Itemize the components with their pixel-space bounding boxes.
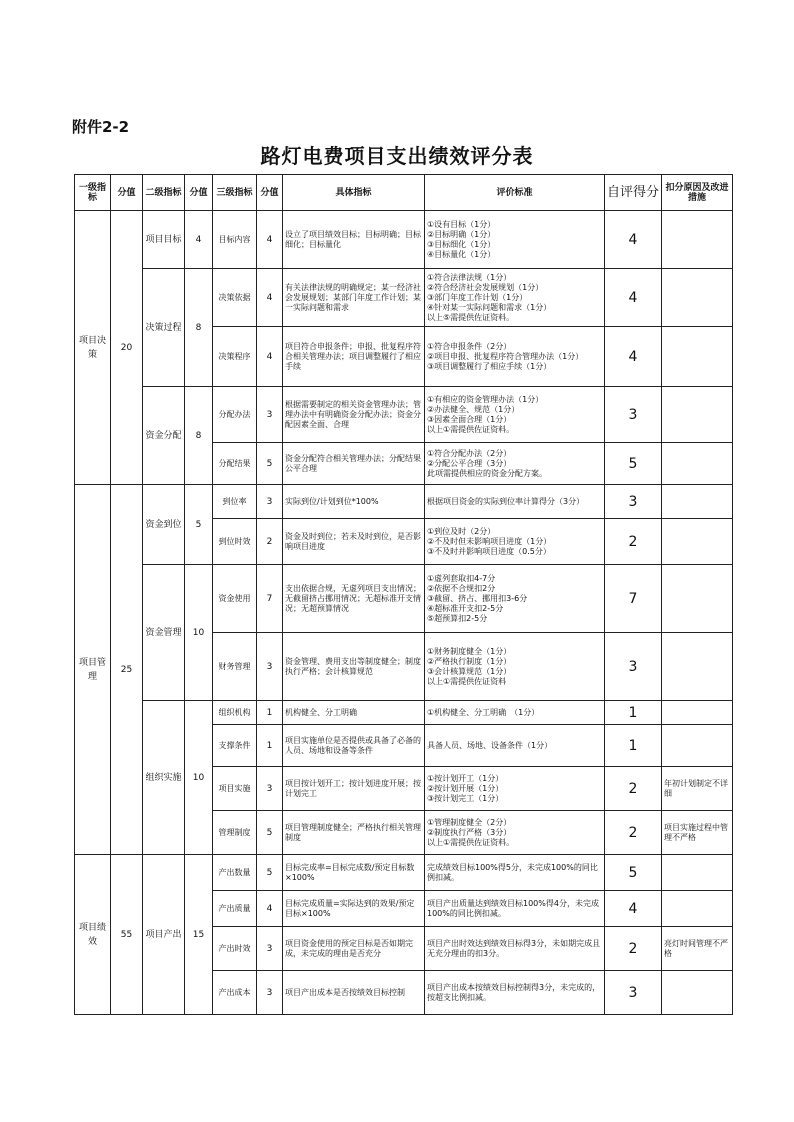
level3-name: 产出质量 bbox=[213, 891, 257, 927]
header-criteria: 评价标准 bbox=[425, 175, 605, 211]
evaluation-table bbox=[74, 174, 733, 1015]
level3-name: 到位时效 bbox=[213, 519, 257, 565]
header-reason: 扣分原因及改进措施 bbox=[662, 175, 733, 211]
indicator: 项目管理制度健全；严格执行相关管理制度 bbox=[283, 811, 425, 855]
level3-name: 目标内容 bbox=[213, 211, 257, 269]
deduction-reason bbox=[662, 211, 733, 269]
self-score: 2 bbox=[605, 927, 662, 971]
deduction-reason bbox=[662, 633, 733, 701]
indicator: 项目实施单位是否提供或具备了必备的人员、场地和设备等条件 bbox=[283, 725, 425, 767]
deduction-reason bbox=[662, 269, 733, 327]
header-score1: 分值 bbox=[111, 175, 143, 211]
self-score: 5 bbox=[605, 443, 662, 485]
level1-score: 20 bbox=[111, 211, 143, 485]
level3-score: 4 bbox=[257, 269, 283, 327]
level3-name: 资金使用 bbox=[213, 565, 257, 633]
level2-name: 资金分配 bbox=[143, 387, 185, 485]
level1-name: 项目管理 bbox=[75, 485, 111, 855]
level3-name: 组织机构 bbox=[213, 701, 257, 725]
table-row bbox=[75, 565, 733, 633]
level2-name: 组织实施 bbox=[143, 701, 185, 855]
level3-name: 财务管理 bbox=[213, 633, 257, 701]
self-score: 4 bbox=[605, 211, 662, 269]
level2-name: 项目目标 bbox=[143, 211, 185, 269]
criteria: ①到位及时（2分） ②不及时但未影响项目进度（1分） ③不及时并影响项目进度（0.5分） bbox=[425, 519, 605, 565]
self-score: 3 bbox=[605, 485, 662, 519]
self-score: 3 bbox=[605, 387, 662, 443]
deduction-reason bbox=[662, 327, 733, 387]
table-row bbox=[75, 701, 733, 725]
level3-name: 决策程序 bbox=[213, 327, 257, 387]
criteria: ①按计划开工（1分） ②按计划开展（1分） ③按计划完工（1分） bbox=[425, 767, 605, 811]
table-row bbox=[75, 855, 733, 891]
level1-score: 25 bbox=[111, 485, 143, 855]
level3-score: 2 bbox=[257, 519, 283, 565]
criteria: ①符合分配办法（2分） ②分配公平合理（3分） 此项需提供相应的资金分配方案。 bbox=[425, 443, 605, 485]
criteria: ①有相应的资金管理办法（1分） ②办法健全、规范（1分） ③因素全面合理（1分） 以上①需提供佐证资料。 bbox=[425, 387, 605, 443]
deduction-reason bbox=[662, 971, 733, 1015]
header-self-score: 自评得分 bbox=[605, 175, 662, 211]
deduction-reason bbox=[662, 443, 733, 485]
criteria: 项目产出时效达到绩效目标得3分，未如期完成且无充分理由的扣3分。 bbox=[425, 927, 605, 971]
level3-name: 分配结果 bbox=[213, 443, 257, 485]
indicator: 资金管理、费用支出等制度健全；制度执行严格；会计核算规范 bbox=[283, 633, 425, 701]
criteria: ①符合法律法规（1分） ②符合经济社会发展规划（1分） ③部门年度工作计划（1分） ④针对某一实际问题和需求（1分） 以上⑤需提供佐证资料。 bbox=[425, 269, 605, 327]
level3-name: 管理制度 bbox=[213, 811, 257, 855]
level3-score: 7 bbox=[257, 565, 283, 633]
deduction-reason: 项目实施过程中管理不严格 bbox=[662, 811, 733, 855]
criteria: 项目产出质量达到绩效目标100%得4分，未完成100%的同比例扣减。 bbox=[425, 891, 605, 927]
deduction-reason bbox=[662, 519, 733, 565]
indicator: 支出依据合规，无虚列项目支出情况；无截留挤占挪用情况；无超标准开支情况；无超预算情况 bbox=[283, 565, 425, 633]
level2-score: 10 bbox=[185, 565, 213, 701]
indicator: 项目符合申报条件；申报、批复程序符合相关管理办法；项目调整履行了相应手续 bbox=[283, 327, 425, 387]
level3-score: 3 bbox=[257, 485, 283, 519]
level3-score: 3 bbox=[257, 927, 283, 971]
level3-score: 4 bbox=[257, 211, 283, 269]
level2-score: 15 bbox=[185, 855, 213, 1015]
page-title: 路灯电费项目支出绩效评分表 bbox=[260, 144, 534, 168]
level3-score: 3 bbox=[257, 387, 283, 443]
level3-score: 1 bbox=[257, 701, 283, 725]
deduction-reason bbox=[662, 387, 733, 443]
header-level1: 一级指标 bbox=[75, 175, 111, 211]
deduction-reason bbox=[662, 891, 733, 927]
indicator: 目标完成率=目标完成数/预定目标数×100% bbox=[283, 855, 425, 891]
indicator: 有关法律法规的明确规定；某一经济社会发展规划；某部门年度工作计划；某一实际问题和需求 bbox=[283, 269, 425, 327]
table-row bbox=[75, 269, 733, 327]
header-level3: 三级指标 bbox=[213, 175, 257, 211]
self-score: 5 bbox=[605, 855, 662, 891]
criteria: ①符合申报条件（2分） ②项目申报、批复程序符合管理办法（1分） ③项目调整履行了相应手续（1分） bbox=[425, 327, 605, 387]
criteria: 项目产出成本按绩效目标控制得3分，未完成的，按超支比例扣减。 bbox=[425, 971, 605, 1015]
indicator: 机构健全、分工明确 bbox=[283, 701, 425, 725]
level3-name: 项目实施 bbox=[213, 767, 257, 811]
level3-name: 分配办法 bbox=[213, 387, 257, 443]
level1-name: 项目绩效 bbox=[75, 855, 111, 1015]
criteria: ①管理制度健全（2分） ②制度执行严格（3分） 以上①需提供佐证资料。 bbox=[425, 811, 605, 855]
deduction-reason: 亮灯时间管理不严格 bbox=[662, 927, 733, 971]
level3-score: 1 bbox=[257, 725, 283, 767]
deduction-reason: 年初计划制定不详细 bbox=[662, 767, 733, 811]
level2-score: 4 bbox=[185, 211, 213, 269]
indicator: 目标完成质量=实际达到的效果/预定目标×100% bbox=[283, 891, 425, 927]
level2-score: 10 bbox=[185, 701, 213, 855]
indicator: 项目按计划开工；按计划进度开展；按计划完工 bbox=[283, 767, 425, 811]
level2-score: 5 bbox=[185, 485, 213, 565]
level2-name: 资金到位 bbox=[143, 485, 185, 565]
level2-name: 资金管理 bbox=[143, 565, 185, 701]
self-score: 2 bbox=[605, 519, 662, 565]
deduction-reason bbox=[662, 855, 733, 891]
deduction-reason bbox=[662, 725, 733, 767]
criteria: 根据项目资金的实际到位率计算得分（3分） bbox=[425, 485, 605, 519]
criteria: ①设有目标（1分） ②目标明确（1分） ③目标细化（1分） ④目标量化（1分） bbox=[425, 211, 605, 269]
header-row bbox=[75, 175, 733, 211]
indicator: 项目产出成本是否按绩效目标控制 bbox=[283, 971, 425, 1015]
level3-score: 5 bbox=[257, 443, 283, 485]
self-score: 3 bbox=[605, 633, 662, 701]
level3-score: 3 bbox=[257, 767, 283, 811]
level2-name: 项目产出 bbox=[143, 855, 185, 1015]
criteria: 完成绩效目标100%得5分，未完成100%的同比例扣减。 bbox=[425, 855, 605, 891]
level3-score: 5 bbox=[257, 811, 283, 855]
self-score: 2 bbox=[605, 767, 662, 811]
indicator: 资金分配符合相关管理办法；分配结果公平合理 bbox=[283, 443, 425, 485]
level1-score: 55 bbox=[111, 855, 143, 1015]
level3-score: 4 bbox=[257, 327, 283, 387]
header-score2: 分值 bbox=[185, 175, 213, 211]
level1-name: 项目决策 bbox=[75, 211, 111, 485]
level3-score: 5 bbox=[257, 855, 283, 891]
level3-name: 到位率 bbox=[213, 485, 257, 519]
deduction-reason bbox=[662, 701, 733, 725]
level3-score: 3 bbox=[257, 633, 283, 701]
header-indicator: 具体指标 bbox=[283, 175, 425, 211]
level3-score: 3 bbox=[257, 971, 283, 1015]
level3-name: 决策依据 bbox=[213, 269, 257, 327]
self-score: 3 bbox=[605, 971, 662, 1015]
criteria: ①财务制度健全（1分） ②严格执行制度（1分） ③会计核算规范（1分） 以上①需提供佐证资料 bbox=[425, 633, 605, 701]
criteria: ①虚列套取扣4-7分 ②依据不合规扣2分 ③截留、挤占、挪用扣3-6分 ④超标准开支扣2-5分 ⑤超预算扣2-5分 bbox=[425, 565, 605, 633]
self-score: 1 bbox=[605, 725, 662, 767]
level2-score: 8 bbox=[185, 387, 213, 485]
indicator: 设立了项目绩效目标；目标明确；目标细化；目标量化 bbox=[283, 211, 425, 269]
deduction-reason bbox=[662, 565, 733, 633]
indicator: 项目资金使用的预定目标是否如期完成，未完成的理由是否充分 bbox=[283, 927, 425, 971]
self-score: 4 bbox=[605, 327, 662, 387]
table-row bbox=[75, 387, 733, 443]
self-score: 2 bbox=[605, 811, 662, 855]
criteria: ①机构健全、分工明确 （1分） bbox=[425, 701, 605, 725]
criteria: 具备人员、场地、设备条件（1分） bbox=[425, 725, 605, 767]
level3-name: 产出时效 bbox=[213, 927, 257, 971]
self-score: 1 bbox=[605, 701, 662, 725]
level2-score: 8 bbox=[185, 269, 213, 387]
self-score: 4 bbox=[605, 891, 662, 927]
self-score: 4 bbox=[605, 269, 662, 327]
deduction-reason bbox=[662, 485, 733, 519]
indicator: 资金及时到位；若未及时到位，是否影响项目进度 bbox=[283, 519, 425, 565]
level3-score: 4 bbox=[257, 891, 283, 927]
attachment-label: 附件2-2 bbox=[72, 118, 130, 136]
self-score: 7 bbox=[605, 565, 662, 633]
level3-name: 产出数量 bbox=[213, 855, 257, 891]
indicator: 根据需要制定的相关资金管理办法；管理办法中有明确资金分配办法；资金分配因素全面、合理 bbox=[283, 387, 425, 443]
header-score3: 分值 bbox=[257, 175, 283, 211]
level3-name: 支撑条件 bbox=[213, 725, 257, 767]
indicator: 实际到位/计划到位*100% bbox=[283, 485, 425, 519]
level3-name: 产出成本 bbox=[213, 971, 257, 1015]
table-row bbox=[75, 211, 733, 269]
table-row bbox=[75, 485, 733, 519]
level2-name: 决策过程 bbox=[143, 269, 185, 387]
header-level2: 二级指标 bbox=[143, 175, 185, 211]
